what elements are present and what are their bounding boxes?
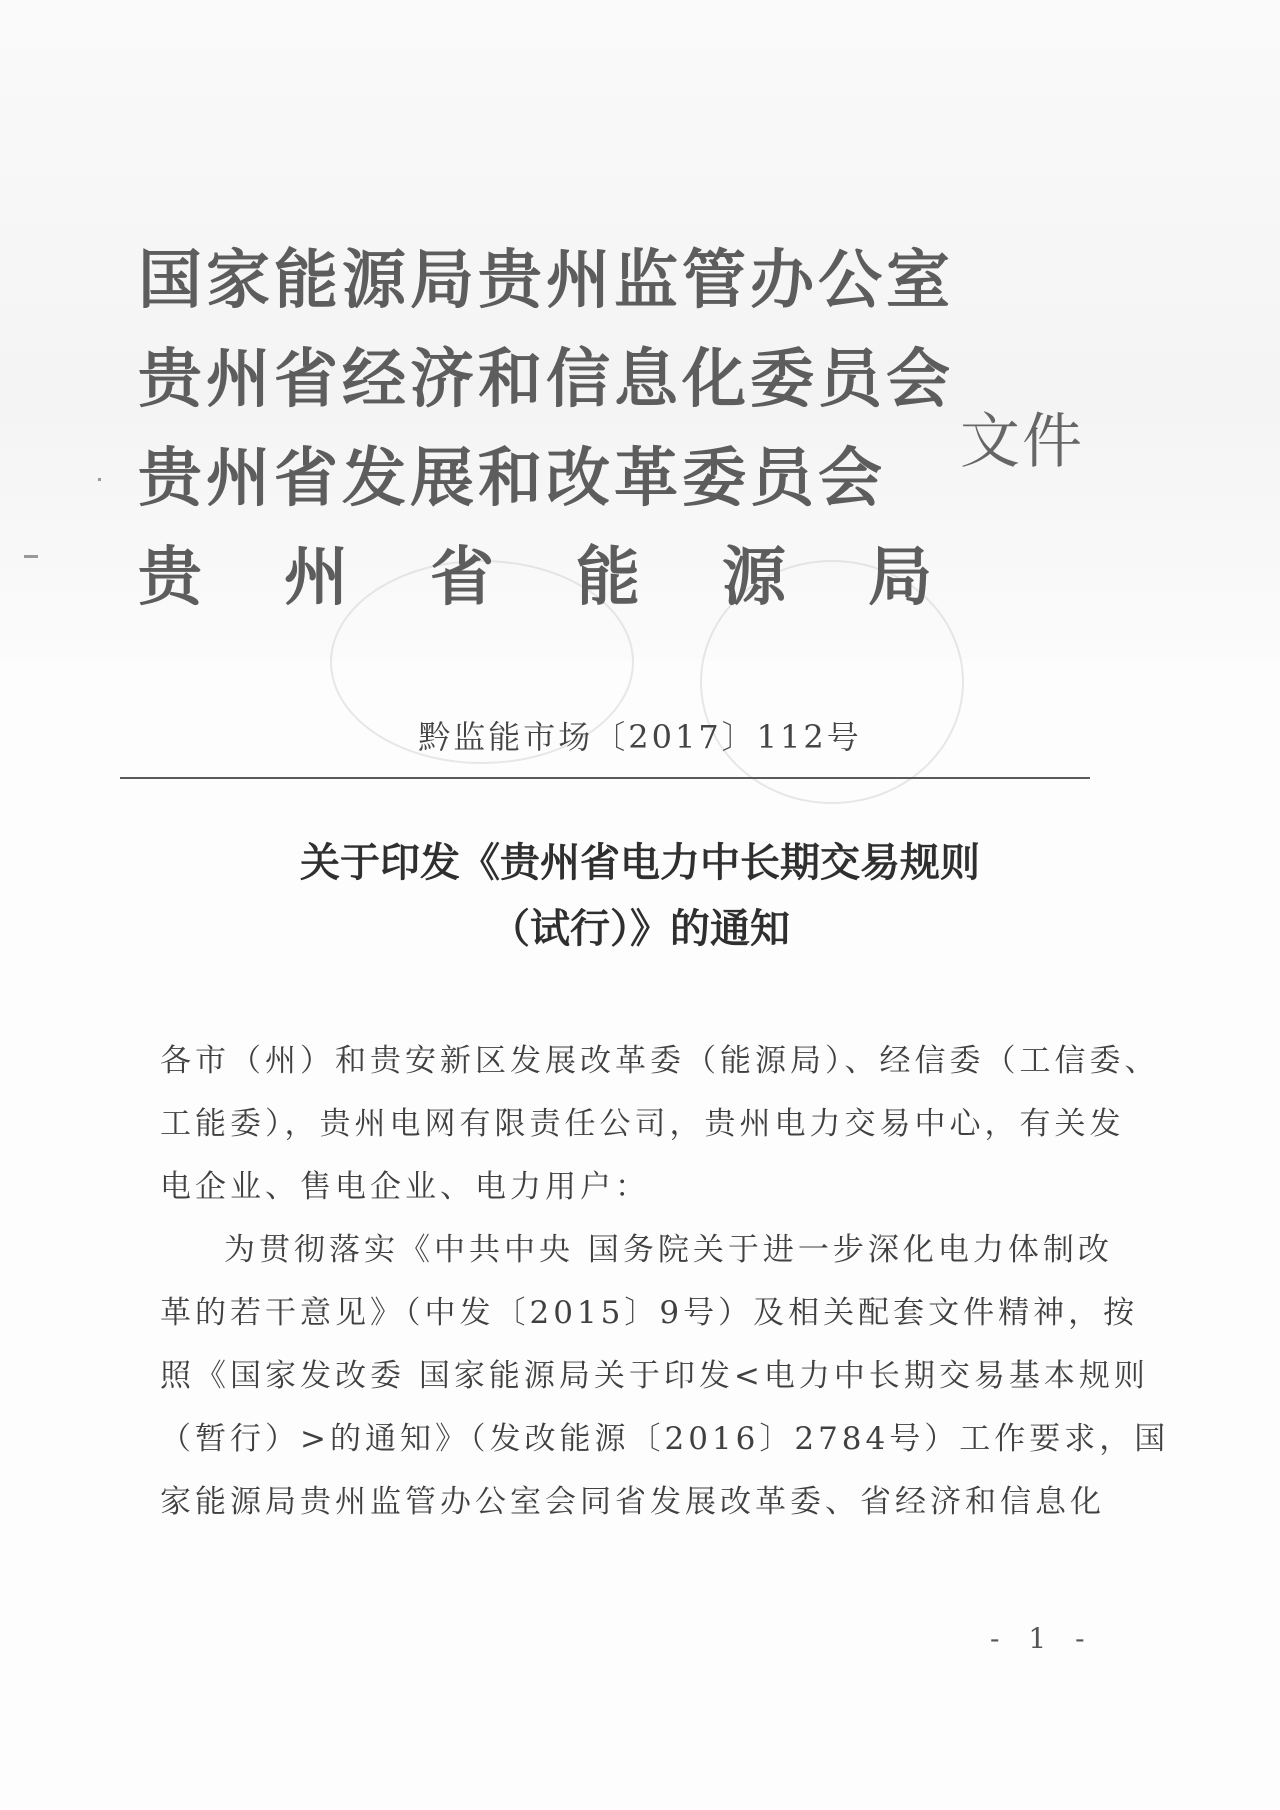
document-title: [0, 830, 1280, 962]
page-number: - 1 -: [990, 1622, 1095, 1655]
document-body: [160, 1030, 1170, 1534]
issuing-authorities: [138, 246, 1014, 642]
issuer-name: 贵州省发展和改革委员会: [138, 442, 886, 516]
document-suffix: 文件: [960, 407, 1084, 477]
header-divider: [120, 777, 1090, 779]
document-number: 黔监能市场〔2017〕112号: [418, 718, 862, 756]
body-line: 为贯彻落实《中共中央 国务院关于进一步深化电力体制改: [224, 1232, 1113, 1268]
body-line: 照《国家发改委 国家能源局关于印发<电力中长期交易基本规则: [160, 1358, 1149, 1394]
scan-speck: [98, 478, 101, 481]
body-line: （暂行）>的通知》（发改能源〔2016〕2784号）工作要求，国: [160, 1421, 1170, 1457]
scan-speck: [24, 555, 38, 558]
issuer-name: 国家能源局贵州监管办公室: [138, 244, 954, 318]
issuer-name: 贵州省能源局: [138, 541, 1014, 615]
body-line: 各市（州）和贵安新区发展改革委（能源局）、经信委（工信委、: [160, 1043, 1160, 1079]
title-line: （试行）》的通知: [490, 906, 790, 952]
issuer-name: 贵州省经济和信息化委员会: [138, 343, 954, 417]
body-line: 革的若干意见》（中发〔2015〕9号）及相关配套文件精神，按: [160, 1295, 1139, 1331]
body-line: 工能委），贵州电网有限责任公司，贵州电力交易中心，有关发: [160, 1106, 1125, 1142]
body-line: 电企业、售电企业、电力用户：: [160, 1169, 650, 1205]
body-line: 家能源局贵州监管办公室会同省发展改革委、省经济和信息化: [160, 1484, 1105, 1520]
title-line: 关于印发《贵州省电力中长期交易规则: [300, 840, 980, 886]
